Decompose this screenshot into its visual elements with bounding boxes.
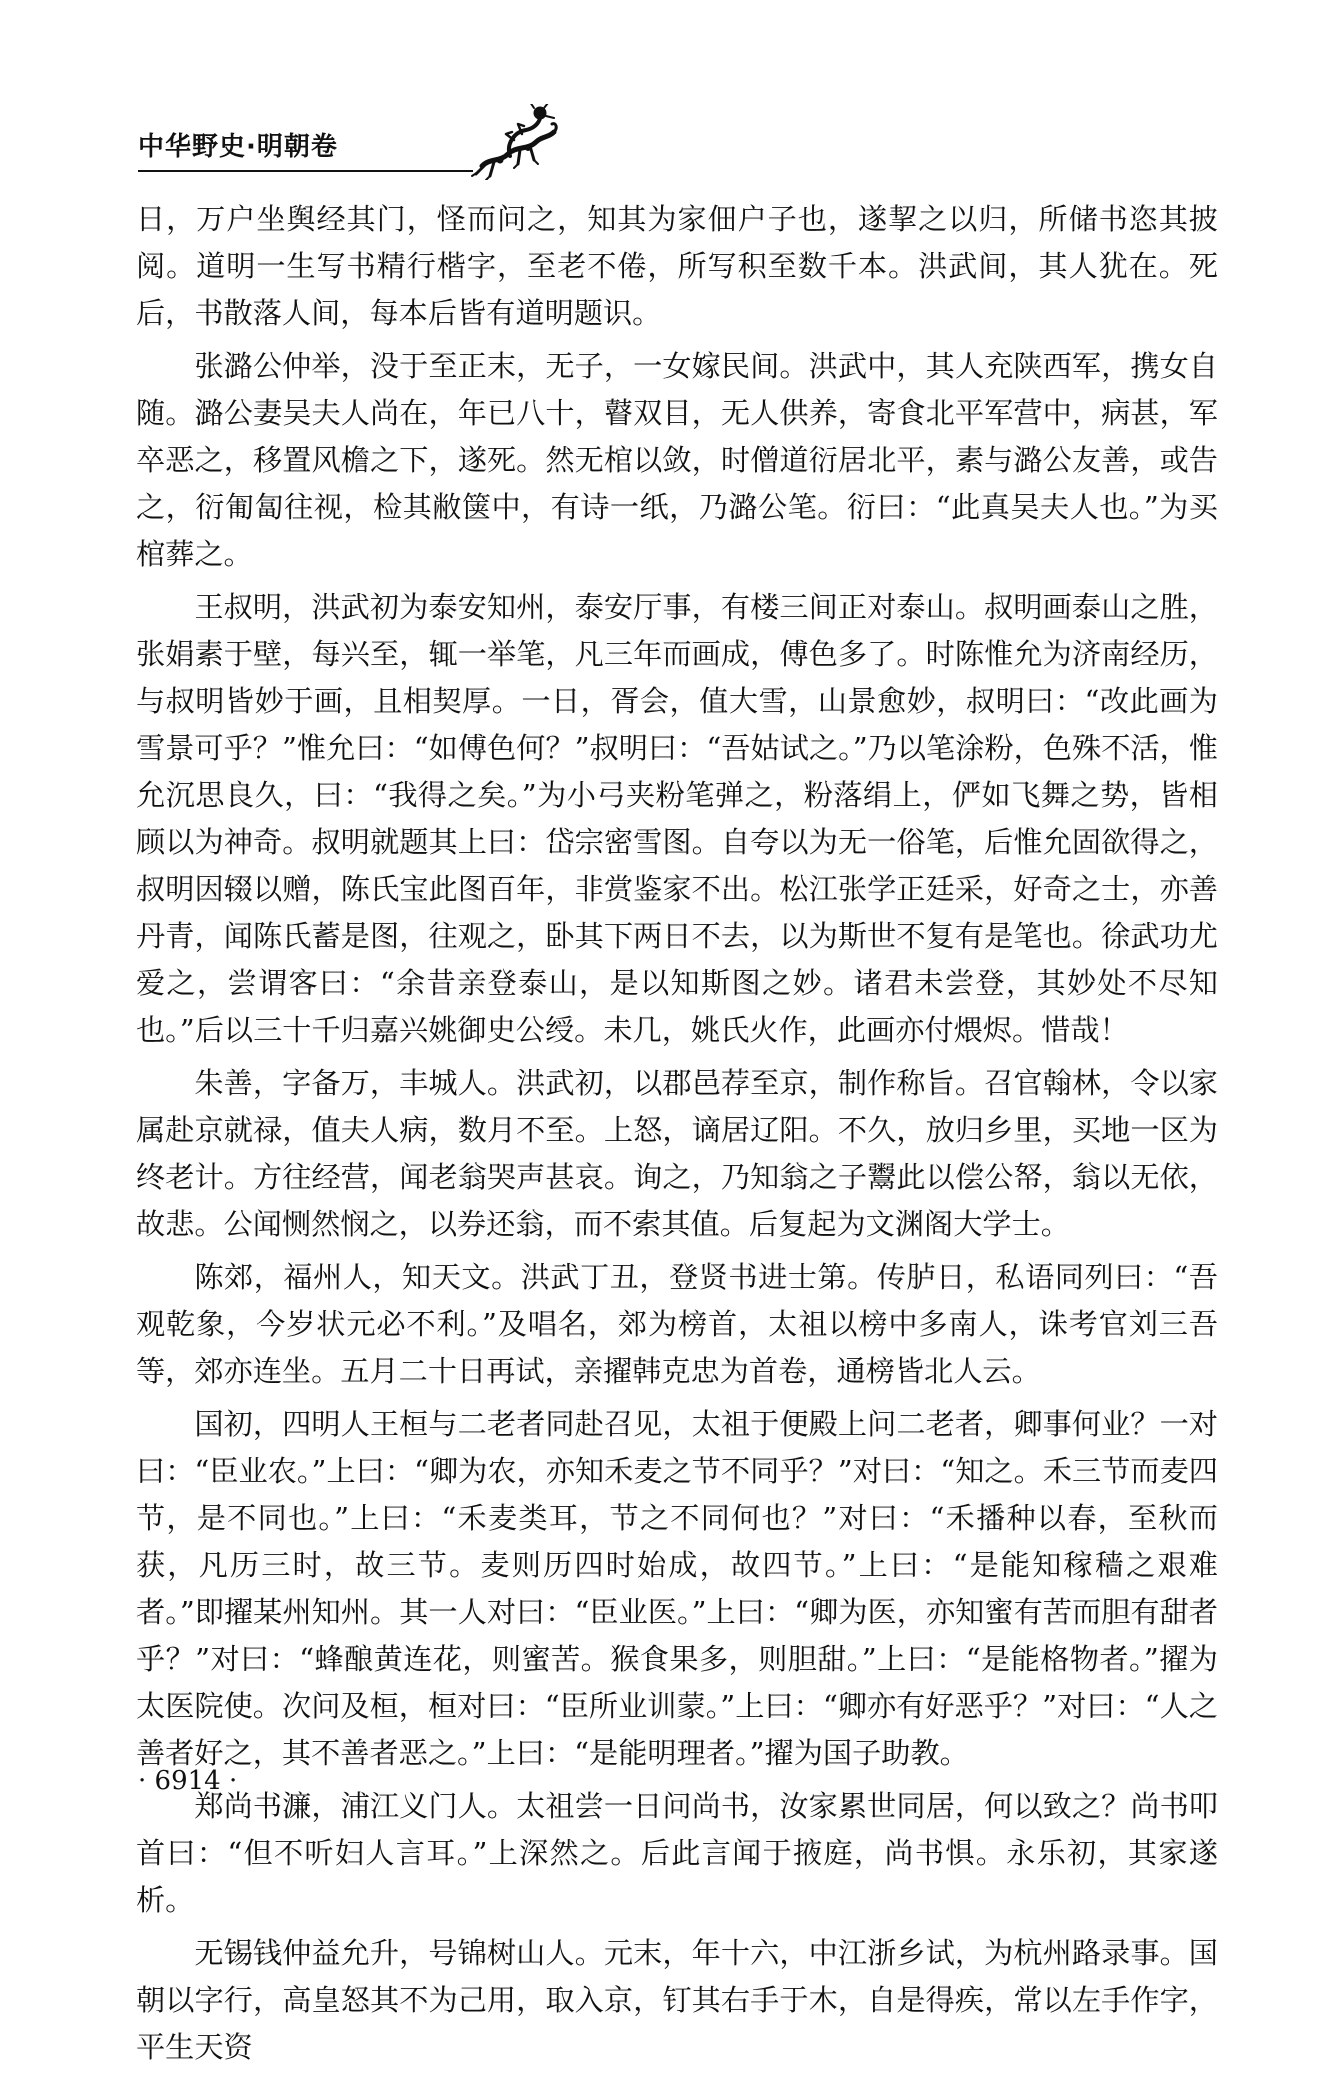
paragraph: 王叔明，洪武初为泰安知州，泰安厅事，有楼三间正对泰山。叔明画泰山之胜，张娟素于壁，每兴至，辄一举笔，凡三年而画成，傅色多了。时陈惟允为济南经历，与叔明皆妙于画，且相契厚。一日，胥会，值大雪，山景愈妙，叔明曰：“改此画为雪景可乎？”惟允曰：“如傅色何？”叔明曰：“吾姑试之。”乃以笔涂粉，色殊不活，惟允沉思良久，曰：“我得之矣。”为小弓夹粉笔弹之，粉落绢上，俨如飞舞之势，皆相顾以为神奇。叔明就题其上曰：岱宗密雪图。自夸以为无一俗笔，后惟允固欲得之，叔明因辍以赠，陈氏宝此图百年，非赏鉴家不出。松江张学正廷采，好奇之士，亦善丹青，闻陈氏蓄是图，往观之，卧其下两日不去，以为斯世不复有是笔也。徐武功尤爱之，尝谓客曰：“余昔亲登泰山，是以知斯图之妙。诸君未尝登，其妙处不尽知也。”后以三十千归嘉兴姚御史公绶。未几，姚氏火作，此画亦付煨烬。惜哉！: [136, 590, 1218, 1047]
paragraph: 无锡钱仲益允升，号锦树山人。元末，年十六，中江浙乡试，为杭州路录事。国朝以字行，高皇怒其不为己用，取入京，钉其右手于木，自是得疾，常以左手作字，平生天资: [136, 1936, 1218, 2064]
running-header: [138, 120, 1218, 184]
header-rule: [138, 170, 473, 172]
book-title: 中华野史·明朝卷: [138, 132, 338, 162]
paragraph: 郑尚书濂，浦江义门人。太祖尝一日问尚书，汝家累世同居，何以致之？尚书叩首曰：“但不听妇人言耳。”上深然之。后此言闻于掖庭，尚书惧。永乐初，其家遂析。: [136, 1789, 1218, 1917]
body-text: [136, 196, 1218, 2077]
page-number: · 6914 ·: [138, 1766, 238, 1796]
paragraph: 张潞公仲举，没于至正末，无子，一女嫁民间。洪武中，其人充陕西军，携女自随。潞公妻吴夫人尚在，年已八十，瞽双目，无人供养，寄食北平军营中，病甚，军卒恶之，移置风檐之下，遂死。然无棺以敛，时僧道衍居北平，素与潞公友善，或告之，衍匍匐往视，检其敝箧中，有诗一纸，乃潞公笔。衍曰：“此真吴夫人也。”为买棺葬之。: [136, 349, 1218, 571]
paragraph: 陈郊，福州人，知天文。洪武丁丑，登贤书进士第。传胪日，私语同列曰：“吾观乾象，今岁状元必不利。”及唱名，郊为榜首，太祖以榜中多南人，诛考官刘三吾等，郊亦连坐。五月二十日再试，亲擢韩克忠为首卷，通榜皆北人云。: [136, 1260, 1218, 1388]
paragraph: 日，万户坐舆经其门，怪而问之，知其为家佃户子也，遂挈之以归，所储书恣其披阅。道明一生写书精行楷字，至老不倦，所写积至数千本。洪武间，其人犹在。死后，书散落人间，每本后皆有道明题识。: [136, 202, 1218, 330]
paragraph: 国初，四明人王桓与二老者同赴召见，太祖于便殿上问二老者，卿事何业？一对曰：“臣业农。”上曰：“卿为农，亦知禾麦之节不同乎？”对曰：“知之。禾三节而麦四节，是不同也。”上曰：“禾麦类耳，节之不同何也？”对曰：“禾播种以春，至秋而获，凡历三时，故三节。麦则历四时始成，故四节。”上曰：“是能知稼穑之艰难者。”即擢某州知州。其一人对曰：“臣业医。”上曰：“卿为医，亦知蜜有苦而胆有甜者乎？”对曰：“蜂酿黄连花，则蜜苦。猴食果多，则胆甜。”上曰：“是能格物者。”擢为太医院使。次问及桓，桓对曰：“臣所业训蒙。”上曰：“卿亦有好恶乎？”对曰：“人之善者好之，其不善者恶之。”上曰：“是能明理者。”擢为国子助教。: [136, 1407, 1218, 1770]
dragon-icon: [470, 104, 560, 180]
paragraph: 朱善，字备万，丰城人。洪武初，以郡邑荐至京，制作称旨。召官翰林，令以家属赴京就禄，值夫人病，数月不至。上怒，谪居辽阳。不久，放归乡里，买地一区为终老计。方往经营，闻老翁哭声甚哀。询之，乃知翁之子鬻此以偿公帑，翁以无依，故悲。公闻恻然悯之，以券还翁，而不索其值。后复起为文渊阁大学士。: [136, 1066, 1218, 1241]
